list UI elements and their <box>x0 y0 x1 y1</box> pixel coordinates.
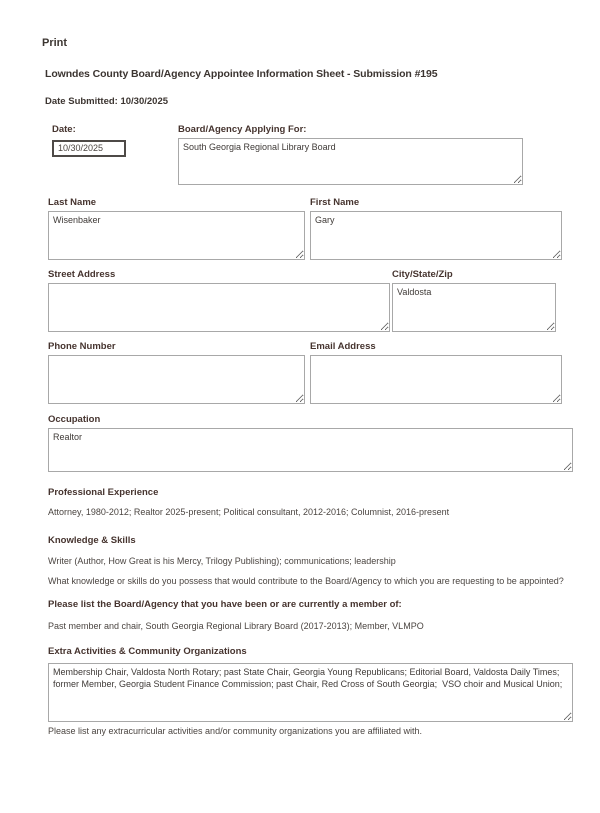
date-submitted-text: Date Submitted: 10/30/2025 <box>45 96 169 107</box>
knowledge-skills-helper: What knowledge or skills do you possess that would contribute to the Board/Agency to which you are requesting to be appointed? <box>48 576 564 586</box>
field-email-address <box>310 341 562 404</box>
city-state-zip-label: City/State/Zip <box>392 269 453 280</box>
board-membership-heading: Please list the Board/Agency that you have been or are currently a member of: <box>48 598 402 610</box>
first-name-label: First Name <box>310 197 360 208</box>
row-date-board <box>52 124 600 185</box>
field-occupation <box>48 414 573 472</box>
page-title: Lowndes County Board/Agency Appointee Information Sheet - Submission #195 <box>45 68 438 80</box>
appointee-info-sheet-page <box>0 37 600 813</box>
board-membership-text: Past member and chair, South Georgia Regional Library Board (2017-2013); Member, VLMPO <box>48 620 424 631</box>
row-address <box>48 269 600 332</box>
phone-number-label: Phone Number <box>48 341 116 352</box>
extra-activities-heading: Extra Activities & Community Organizations <box>48 645 247 657</box>
city-state-zip-textarea[interactable] <box>392 283 556 332</box>
professional-experience-heading: Professional Experience <box>48 487 159 498</box>
phone-number-textarea[interactable] <box>48 355 305 404</box>
last-name-label: Last Name <box>48 197 97 208</box>
print-button[interactable]: Print <box>42 37 68 49</box>
first-name-textarea[interactable] <box>310 211 562 260</box>
email-address-label: Email Address <box>310 341 376 352</box>
row-contact <box>48 341 600 404</box>
street-address-label: Street Address <box>48 269 116 280</box>
knowledge-skills-text: Writer (Author, How Great is his Mercy, Trilogy Publishing); communications; leadership <box>48 556 396 566</box>
board-agency-label: Board/Agency Applying For: <box>178 124 307 135</box>
field-last-name <box>48 197 305 260</box>
date-label: Date: <box>52 124 76 135</box>
date-input[interactable] <box>52 140 126 157</box>
knowledge-skills-heading: Knowledge & Skills <box>48 535 136 546</box>
field-first-name <box>310 197 562 260</box>
email-address-textarea[interactable] <box>310 355 562 404</box>
field-extra-activities <box>48 663 573 722</box>
field-city-state-zip <box>392 269 556 332</box>
row-name <box>48 197 600 260</box>
field-phone-number <box>48 341 305 404</box>
board-agency-textarea[interactable] <box>178 138 523 185</box>
street-address-textarea[interactable] <box>48 283 390 332</box>
field-board-agency <box>178 124 523 185</box>
occupation-textarea[interactable] <box>48 428 573 472</box>
field-street-address <box>48 269 390 332</box>
extra-activities-helper: Please list any extracurricular activities and/or community organizations you are affiliated with. <box>48 725 423 736</box>
professional-experience-text: Attorney, 1980-2012; Realtor 2025-present; Political consultant, 2012-2016; Columnist, 2016-present <box>48 507 450 517</box>
last-name-textarea[interactable] <box>48 211 305 260</box>
field-date <box>52 124 178 157</box>
occupation-label: Occupation <box>48 414 101 425</box>
extra-activities-textarea[interactable] <box>48 663 573 722</box>
